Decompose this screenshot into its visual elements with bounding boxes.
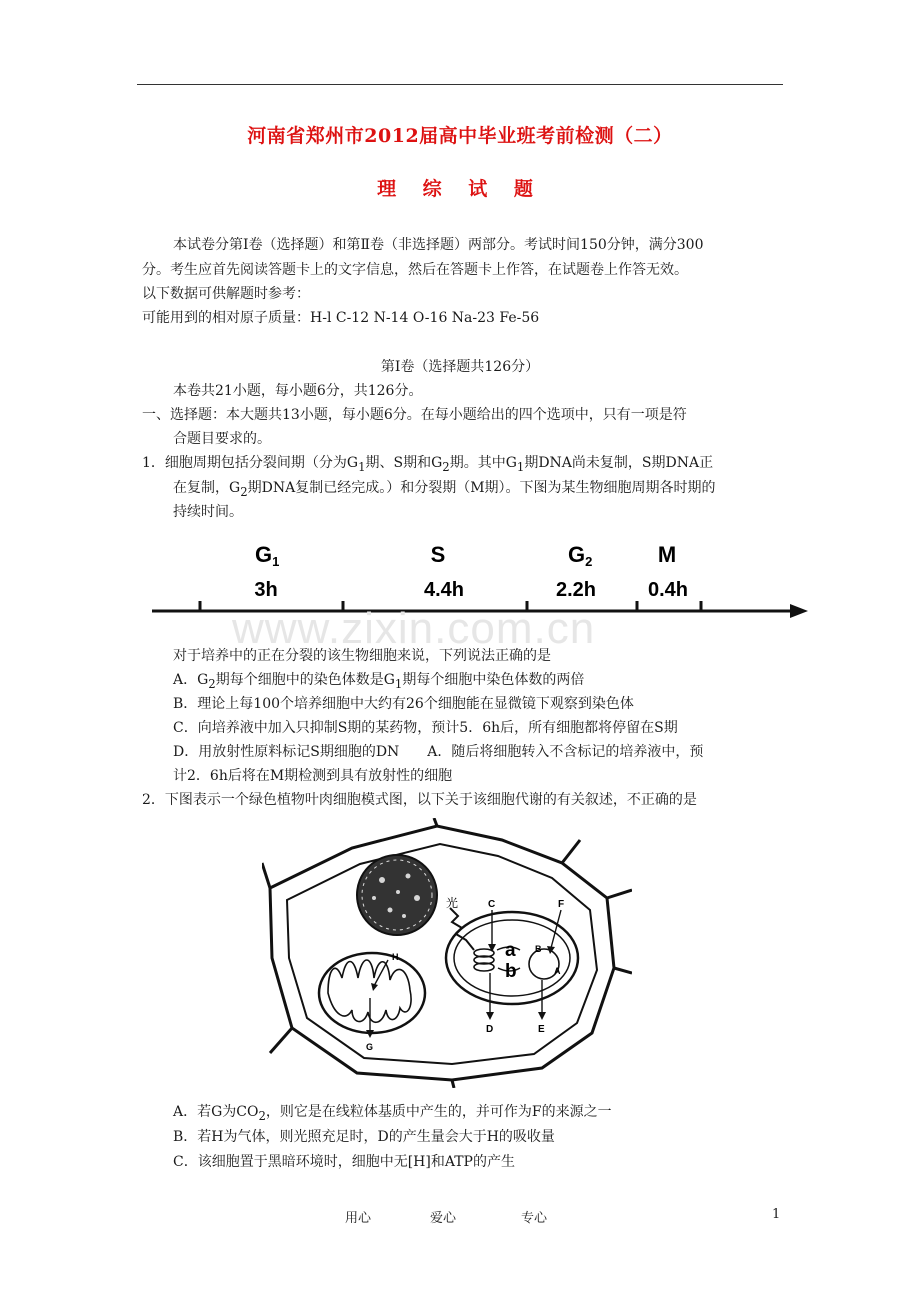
question-2-option-c: C．该细胞置于黑暗环境时，细胞中无[H]和ATP的产生 xyxy=(173,1154,515,1170)
question-2-stem: 2．下图表示一个绿色植物叶肉细胞模式图，以下关于该细胞代谢的有关叙述，不正确的是 xyxy=(142,792,697,808)
intro-line: 本试卷分第Ⅰ卷（选择题）和第Ⅱ卷（非选择题）两部分。考试时间150分钟，满分300 xyxy=(173,237,704,253)
phase-duration: 2.2h xyxy=(555,579,597,601)
page-number: 1 xyxy=(772,1207,781,1222)
phase-name: M xyxy=(657,542,677,567)
footer-text: 专心 xyxy=(521,1211,548,1226)
question-1-option-a: A．$G_2$期每个细胞中的染色体数是$G_1$期每个细胞中染色体数的两倍 xyxy=(173,672,585,691)
question-1-stem: 持续时间。 xyxy=(173,504,243,520)
section-heading: 合题目要求的。 xyxy=(173,431,271,447)
watermark: www.zixin.com.cn xyxy=(232,604,596,653)
label-a-lower: a xyxy=(505,940,516,961)
phase-duration: 0.4h xyxy=(647,579,689,601)
label-b-upper: B xyxy=(535,944,542,954)
label-h: H xyxy=(392,952,399,962)
question-2-option-a: A．若G为$CO_2$，则它是在线粒体基质中产生的，并可作为F的来源之一 xyxy=(173,1104,612,1123)
label-light: 光 xyxy=(446,896,459,910)
part1-desc: 本卷共21小题，每小题6分，共126分。 xyxy=(173,383,423,399)
label-a-upper: A xyxy=(554,966,561,976)
label-f: F xyxy=(558,899,565,910)
label-d: D xyxy=(486,1024,494,1035)
intro-line: 以下数据可供解题时参考： xyxy=(142,286,310,302)
phase-name: G1 xyxy=(255,542,280,569)
question-1-option-c: C．向培养液中加入只抑制S期的某药物，预计5．6h后，所有细胞都将停留在S期 xyxy=(173,720,678,736)
question-1-stem: 1．细胞周期包括分裂间期（分为$G_1$期、S期和$G_2$期。其中$G_1$期DNA尚未复制，S期DNA正 xyxy=(142,455,714,474)
mitochondrion xyxy=(319,953,425,1033)
footer-text: 爱心 xyxy=(430,1211,457,1226)
phase-duration: 4.4h xyxy=(423,579,465,601)
page-title: 河南省郑州市2012届高中毕业班考前检测（二） xyxy=(247,125,673,147)
question-1-option-d: 计2．6h后将在M期检测到具有放射性的细胞 xyxy=(173,768,453,784)
label-e: E xyxy=(538,1024,545,1035)
part1-heading: 第Ⅰ卷（选择题共126分） xyxy=(380,359,540,375)
label-g: G xyxy=(366,1042,374,1052)
leaf-cell-diagram xyxy=(262,818,632,1088)
nucleus xyxy=(357,855,437,935)
footer-text: 用心 xyxy=(345,1211,372,1226)
question-2-option-b: B．若H为气体，则光照充足时，D的产生量会大于H的吸收量 xyxy=(173,1129,555,1145)
phase-name: G2 xyxy=(568,542,593,569)
atomic-masses: 可能用到的相对原子质量：H-l C-12 N-14 O-16 Na-23 Fe-56 xyxy=(142,310,540,326)
question-1-prompt: 对于培养中的正在分裂的该生物细胞来说，下列说法正确的是 xyxy=(173,648,551,664)
label-b-lower: b xyxy=(505,961,517,982)
question-1-stem: 在复制，$G_2$期DNA复制已经完成。）和分裂期（M期）。下图为某生物细胞周期各时期的 xyxy=(173,480,716,499)
question-1-option-d: D．用放射性原料标记S期细胞的DN A．随后将细胞转入不含标记的培养液中，预 xyxy=(173,744,704,760)
section-heading: 一、选择题：本大题共13小题，每小题6分。在每小题给出的四个选项中，只有一项是符 xyxy=(142,407,687,423)
phase-duration: 3h xyxy=(254,579,278,601)
header-rule xyxy=(137,84,783,85)
label-c: C xyxy=(488,899,496,910)
page-subtitle: 理 综 试 题 xyxy=(377,178,543,200)
phase-name: S xyxy=(430,542,446,567)
intro-line: 分。考生应首先阅读答题卡上的文字信息，然后在答题卡上作答，在试题卷上作答无效。 xyxy=(142,262,688,278)
question-1-option-b: B．理论上每100个培养细胞中大约有26个细胞能在显微镜下观察到染色体 xyxy=(173,696,634,712)
